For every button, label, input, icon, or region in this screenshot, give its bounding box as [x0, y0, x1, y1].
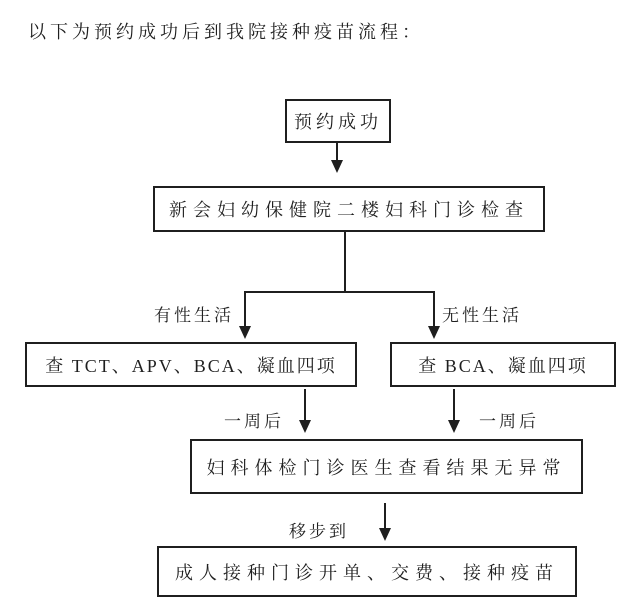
node-appointment-success: 预约成功 — [285, 99, 391, 143]
node-vaccinate: 成人接种门诊开单、交费、接种疫苗 — [157, 546, 577, 597]
edge-label-not-sexually-active: 无性生活 — [442, 306, 522, 325]
branch-split-connector — [239, 232, 440, 339]
edge-label-sexually-active: 有性生活 — [154, 306, 234, 325]
node-tests-full: 查 TCT、APV、BCA、凝血四项 — [25, 342, 357, 387]
node-tests-basic: 查 BCA、凝血四项 — [390, 342, 616, 387]
node-review-results: 妇科体检门诊医生查看结果无异常 — [190, 439, 583, 494]
page-title: 以下为预约成功后到我院接种疫苗流程： — [28, 22, 424, 42]
edge-label-one-week-later-right: 一周后 — [479, 412, 539, 431]
arrow-appointment-to-clinic — [331, 143, 343, 173]
arrow-review-to-vaccinate — [379, 503, 391, 541]
arrow-tests-left-to-review — [299, 389, 311, 433]
edge-label-move-to: 移步到 — [289, 522, 349, 541]
edge-label-one-week-later-left: 一周后 — [224, 412, 284, 431]
arrow-tests-right-to-review — [448, 389, 460, 433]
node-clinic-check: 新会妇幼保健院二楼妇科门诊检查 — [153, 186, 545, 232]
